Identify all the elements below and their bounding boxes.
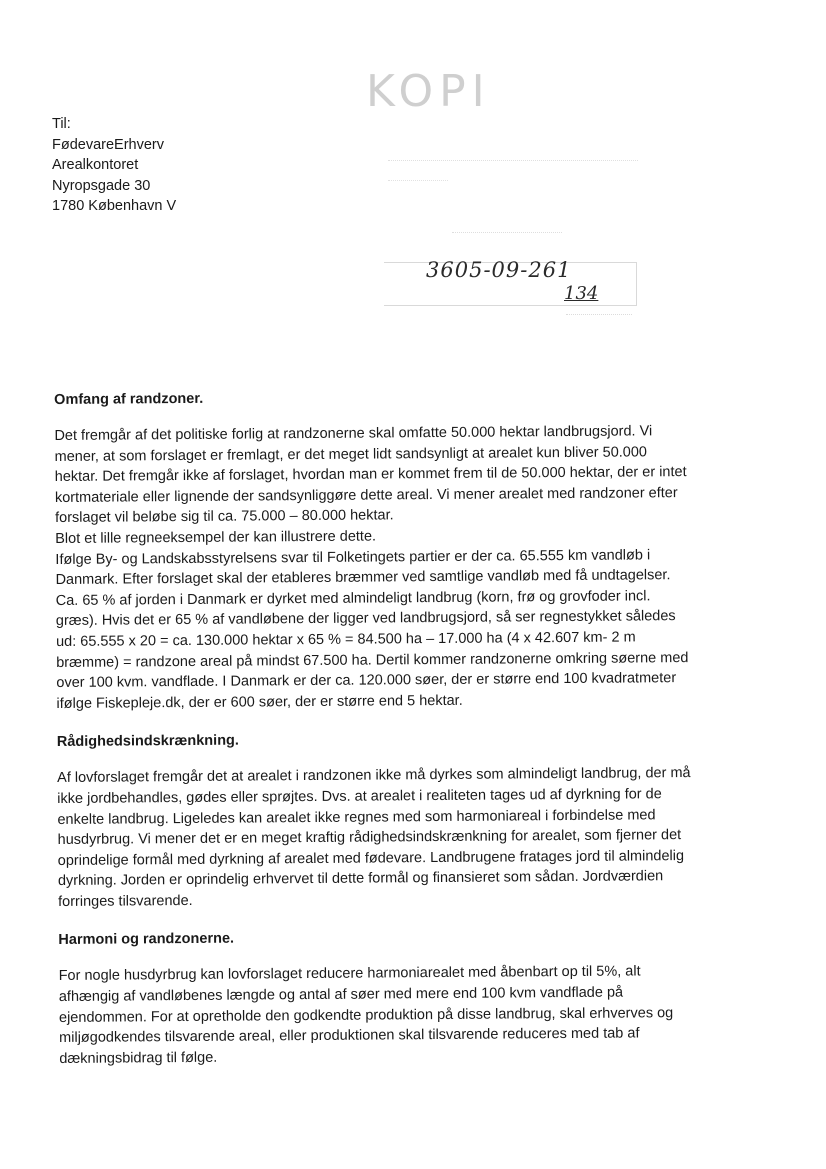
journal-sub-number: 134 [564,283,599,304]
paragraph-line: afhængig af vandløbenes længde og antal af søer med mere end 100 kvm vandflade på [58,984,624,1006]
paragraph-line: hektar. Det fremgår ikke af forslaget, hvordan man er kommet frem til de 50.000 hektar, der er intet [54,464,687,486]
paragraph-line: Blot et lille regneeksempel der kan illustrere dette. [55,528,377,547]
recipient-line: Arealkontoret [52,157,139,173]
paragraph-line: For nogle husdyrbrug kan lovforslaget reducere harmoniarealet med åbenbart op til 5%, alt [58,963,641,985]
paragraph-line: forslaget vil beløbe sig til ca. 75.000 – 80.000 hektar. [55,507,394,527]
letter-body [54,377,750,1088]
paragraph-line: miljøgodkendes tilsvarende areal, eller produktionen skal tilsvarende reduceres med tab af [59,1025,640,1047]
section-heading: Omfang af randzoner. [54,390,204,408]
paragraph-line: ejendommen. For at opretholde den godkendte produktion på disse landbrug, skal erhverves og [58,1004,674,1026]
faint-journal-caption [566,314,632,319]
paragraph-line: bræmme) = randzone areal på mindst 67.500 ha. Dertil kommer randzonerne omkring søerne med [56,649,689,671]
kopi-stamp: KOPI [366,66,491,117]
paragraph-line: dyrkning. Jorden er oprindelig erhvervet til dette formål og finansieret som sådan. Jordværdien [57,868,664,890]
section-heading: Rådighedsindskrænkning. [56,732,239,751]
faint-stamp-line [388,180,448,187]
section-omfang [54,385,747,715]
faint-date-stamp [452,232,562,243]
paragraph-line: mener, at som forslaget er fremlagt, er det meget lidt sandsynligt at arealet kun bliver 50.000 [54,443,648,465]
paragraph-line: enkelte landbrug. Ligeledes kan arealet ikke regnes med som harmoniareal i forbindelse med [57,806,656,828]
paragraph-line: Det fremgår af det politiske forlig at randzonerne skal omfatte 50.000 hektar landbrugsjord. Vi [54,423,653,444]
paragraph-line: husdyrbrug. Vi mener det er en meget kraftig rådighedsindskrænkning for arealet, som fjerner det [57,827,682,849]
faint-stamp-line [388,160,638,169]
paragraph-line: ifølge Fiskepleje.dk, der er 600 søer, der er større end 5 hektar. [56,692,463,712]
paragraph-line: Ifølge By- og Landskabsstyrelsens svar til Folketingets partier er der ca. 65.555 km vandløb i [55,546,651,568]
recipient-line: FødevareErhverv [52,136,165,153]
journal-number: 3605-09-261 [426,258,572,282]
paragraph-line: oprindelige formål med dyrkning af arealet med fødevare. Landbrugene fratages jord til almindelig [57,847,685,869]
section-heading: Harmoni og randzonerne. [58,931,235,949]
paragraph-line: Danmark. Efter forslaget skal der etableres bræmmer ved samtlige vandløb med få undtagelser. [55,567,671,589]
section-raadighed [57,727,748,913]
recipient-address [52,114,176,217]
paragraph-line: dækningsbidrag til følge. [59,1049,218,1067]
paragraph-line: ikke jordbehandles, gødes eller sprøjtes. Dvs. at arealet i realiteten tages ud af dyrkning for de [57,786,662,807]
paragraph-line: forringes tilsvarende. [58,892,193,910]
paragraph-line: Af lovforslaget fremgår det at arealet i randzonen ikke må dyrkes som almindeligt landbrug, der må [57,765,691,787]
paragraph-line: kortmateriale eller lignende der sandsynliggøre dette areal. Vi mener arealet med randzoner efter [54,484,678,506]
paragraph-line: ud: 65.555 x 20 = ca. 130.000 hektar x 65 % = 84.500 ha – 17.000 ha (4 x 42.607 km- 2 m [55,629,636,650]
recipient-line: 1780 København V [52,198,177,214]
paragraph-line: over 100 kvm. vandflade. I Danmark er der ca. 120.000 søer, der er større end 100 kvadratmeter [56,670,677,692]
recipient-line: Til: [52,116,71,132]
paragraph-line: græs). Hvis det er 65 % af vandløbene der ligger ved landbrugsjord, så ser regnestykket således [55,608,676,630]
recipient-line: Nyropsgade 30 [52,177,151,194]
paragraph-line: Ca. 65 % af jorden i Danmark er dyrket med almindeligt landbrug (korn, frø og grovfoder incl. [55,588,651,609]
section-harmoni [58,925,749,1069]
